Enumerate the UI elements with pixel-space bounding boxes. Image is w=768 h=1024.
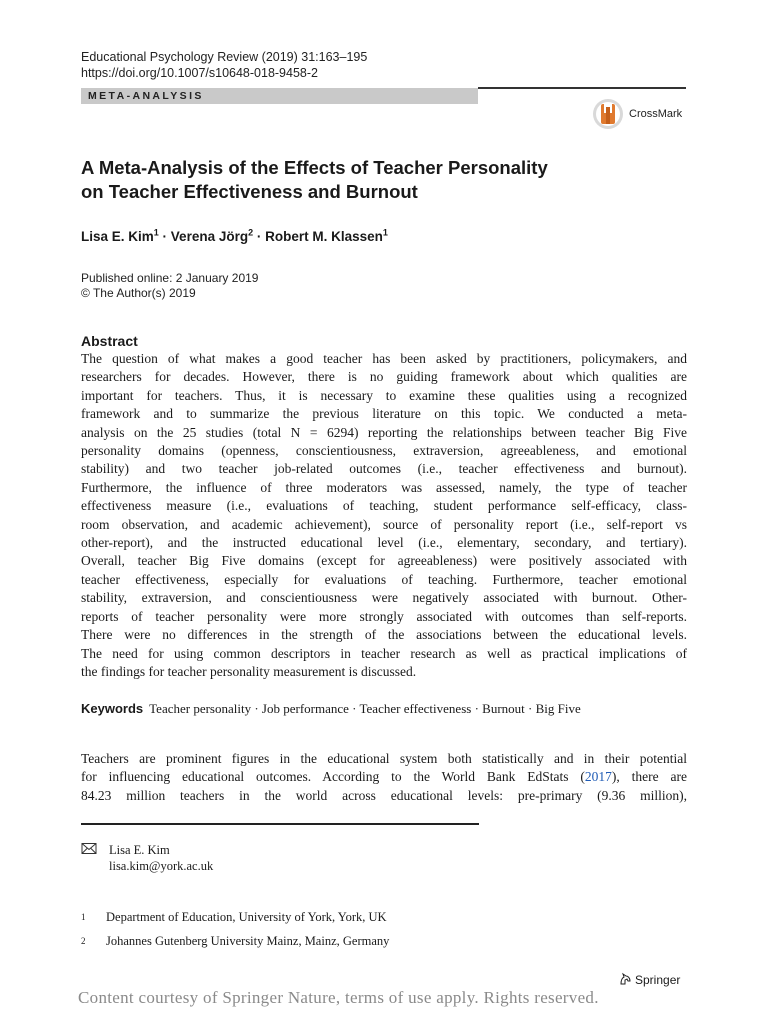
author-affil-num: 2 bbox=[248, 227, 254, 238]
abstract-line: The need for using common descriptors in teacher research as well as practical implications of bbox=[81, 645, 687, 661]
keywords-list: Teacher personality · Job performance · Teacher effectiveness · Burnout · Big Five bbox=[149, 701, 581, 716]
article-type-label: META-ANALYSIS bbox=[88, 90, 204, 102]
footnote-rule bbox=[81, 823, 479, 825]
abstract-line: reports of teacher personality were more strongly associated with outcomes than self-reports. bbox=[81, 608, 687, 624]
affiliation-text: Department of Education, University of York, York, UK bbox=[106, 910, 387, 924]
title-line-1: A Meta-Analysis of the Effects of Teacher Personality bbox=[81, 157, 548, 178]
abstract-line: analysis on the 25 studies (total N = 6294) reporting the relationships between teacher Big Five bbox=[81, 424, 687, 440]
abstract-line: researchers for decades. However, there is no guiding framework about which qualities are bbox=[81, 369, 687, 385]
abstract-line: Overall, teacher Big Five domains (except for agreeableness) were positively associated with bbox=[81, 553, 687, 569]
keywords-label: Keywords bbox=[81, 701, 144, 716]
intro-paragraph bbox=[81, 750, 687, 805]
intro-line bbox=[81, 768, 687, 786]
author-name[interactable]: Robert M. Klassen bbox=[265, 229, 383, 244]
published-date: Published online: 2 January 2019 bbox=[81, 271, 259, 285]
affiliation-2 bbox=[81, 933, 389, 949]
abstract-line: Furthermore, the influence of three moderators was assessed, namely, the type of teacher bbox=[81, 479, 687, 495]
citation-link[interactable]: 2017 bbox=[584, 769, 612, 785]
corr-name: Lisa E. Kim bbox=[109, 843, 170, 857]
author-separator: · bbox=[158, 229, 171, 244]
intro-line: Teachers are prominent figures in the educational system both statistically and in their potential bbox=[81, 751, 687, 766]
doi-link[interactable]: https://doi.org/10.1007/s10648-018-9458-2 bbox=[81, 66, 318, 80]
author-name[interactable]: Verena Jörg bbox=[170, 229, 249, 244]
courtesy-watermark: Content courtesy of Springer Nature, terms of use apply. Rights reserved. bbox=[78, 988, 599, 1007]
abstract-line: framework and to summarize the previous literature on this topic. We conducted a meta- bbox=[81, 406, 687, 422]
corresponding-author bbox=[109, 842, 213, 874]
abstract-line: The question of what makes a good teacher has been asked by practitioners, policymakers, and bbox=[81, 351, 687, 366]
publication-info bbox=[81, 271, 258, 301]
crossmark-icon bbox=[592, 98, 624, 130]
abstract-line: stability, extraversion, and conscientiousness were negatively associated with burnout. Other- bbox=[81, 590, 687, 606]
crossmark-badge[interactable] bbox=[592, 98, 692, 132]
crossmark-label: CrossMark bbox=[629, 108, 683, 120]
abstract-line: the findings for teacher personality measurement is discussed. bbox=[81, 663, 417, 679]
abstract-body bbox=[81, 350, 687, 681]
title-line-2: on Teacher Effectiveness and Burnout bbox=[81, 181, 418, 202]
abstract-line: effectiveness measure (i.e., evaluations of teaching, student performance self-efficacy, class- bbox=[81, 498, 687, 514]
intro-line: 84.23 million teachers in the world across educational levels: pre-primary (9.36 million), bbox=[81, 787, 687, 803]
keywords bbox=[81, 701, 581, 717]
corr-email[interactable]: lisa.kim@york.ac.uk bbox=[109, 859, 214, 873]
journal-header bbox=[81, 49, 367, 81]
abstract-line: room observation, and academic achievement), source of personality report (i.e., self-report vs bbox=[81, 516, 687, 532]
abstract-line: There were no differences in the strength of the associations between the educational levels. bbox=[81, 627, 687, 643]
copyright-icon: © bbox=[81, 286, 90, 300]
publisher-name: Springer bbox=[635, 973, 681, 987]
author-list bbox=[81, 229, 388, 244]
abstract-line: other-report), and the instructed educational level (i.e., elementary, secondary, and tertiary). bbox=[81, 535, 687, 551]
envelope-icon bbox=[81, 842, 99, 856]
abstract-line: teacher effectiveness, especially for evaluations of teaching. Furthermore, teacher emotional bbox=[81, 571, 687, 587]
affiliation-num: 1 bbox=[81, 912, 86, 922]
copyright-line bbox=[81, 286, 258, 301]
article-title bbox=[81, 156, 641, 204]
springer-horse-icon bbox=[618, 972, 632, 986]
intro-text: ), there are bbox=[611, 769, 687, 785]
author-name[interactable]: Lisa E. Kim bbox=[81, 229, 154, 244]
affiliation-num: 2 bbox=[81, 936, 86, 946]
abstract-line: stability) and two teacher job-related outcomes (i.e., teacher effectiveness and burnout). bbox=[81, 461, 687, 477]
abstract-heading: Abstract bbox=[81, 333, 138, 349]
publisher-logo bbox=[618, 972, 680, 987]
journal-citation: Educational Psychology Review (2019) 31:163–195 bbox=[81, 50, 368, 64]
intro-text: for influencing educational outcomes. According to the World Bank EdStats ( bbox=[81, 769, 585, 785]
author-separator: · bbox=[253, 229, 266, 244]
copyright-text: The Author(s) 2019 bbox=[92, 286, 196, 300]
abstract-line: important for teachers. Thus, it is necessary to examine these qualities using a recognized bbox=[81, 387, 687, 403]
author-affil-num: 1 bbox=[382, 227, 388, 238]
affiliation-text: Johannes Gutenberg University Mainz, Mainz, Germany bbox=[106, 934, 390, 948]
author-affil-num: 1 bbox=[153, 227, 159, 238]
abstract-line: personality domains (openness, conscientiousness, extraversion, agreeableness, and emotional bbox=[81, 443, 687, 459]
affiliation-1 bbox=[81, 909, 387, 925]
header-rule bbox=[478, 87, 686, 89]
